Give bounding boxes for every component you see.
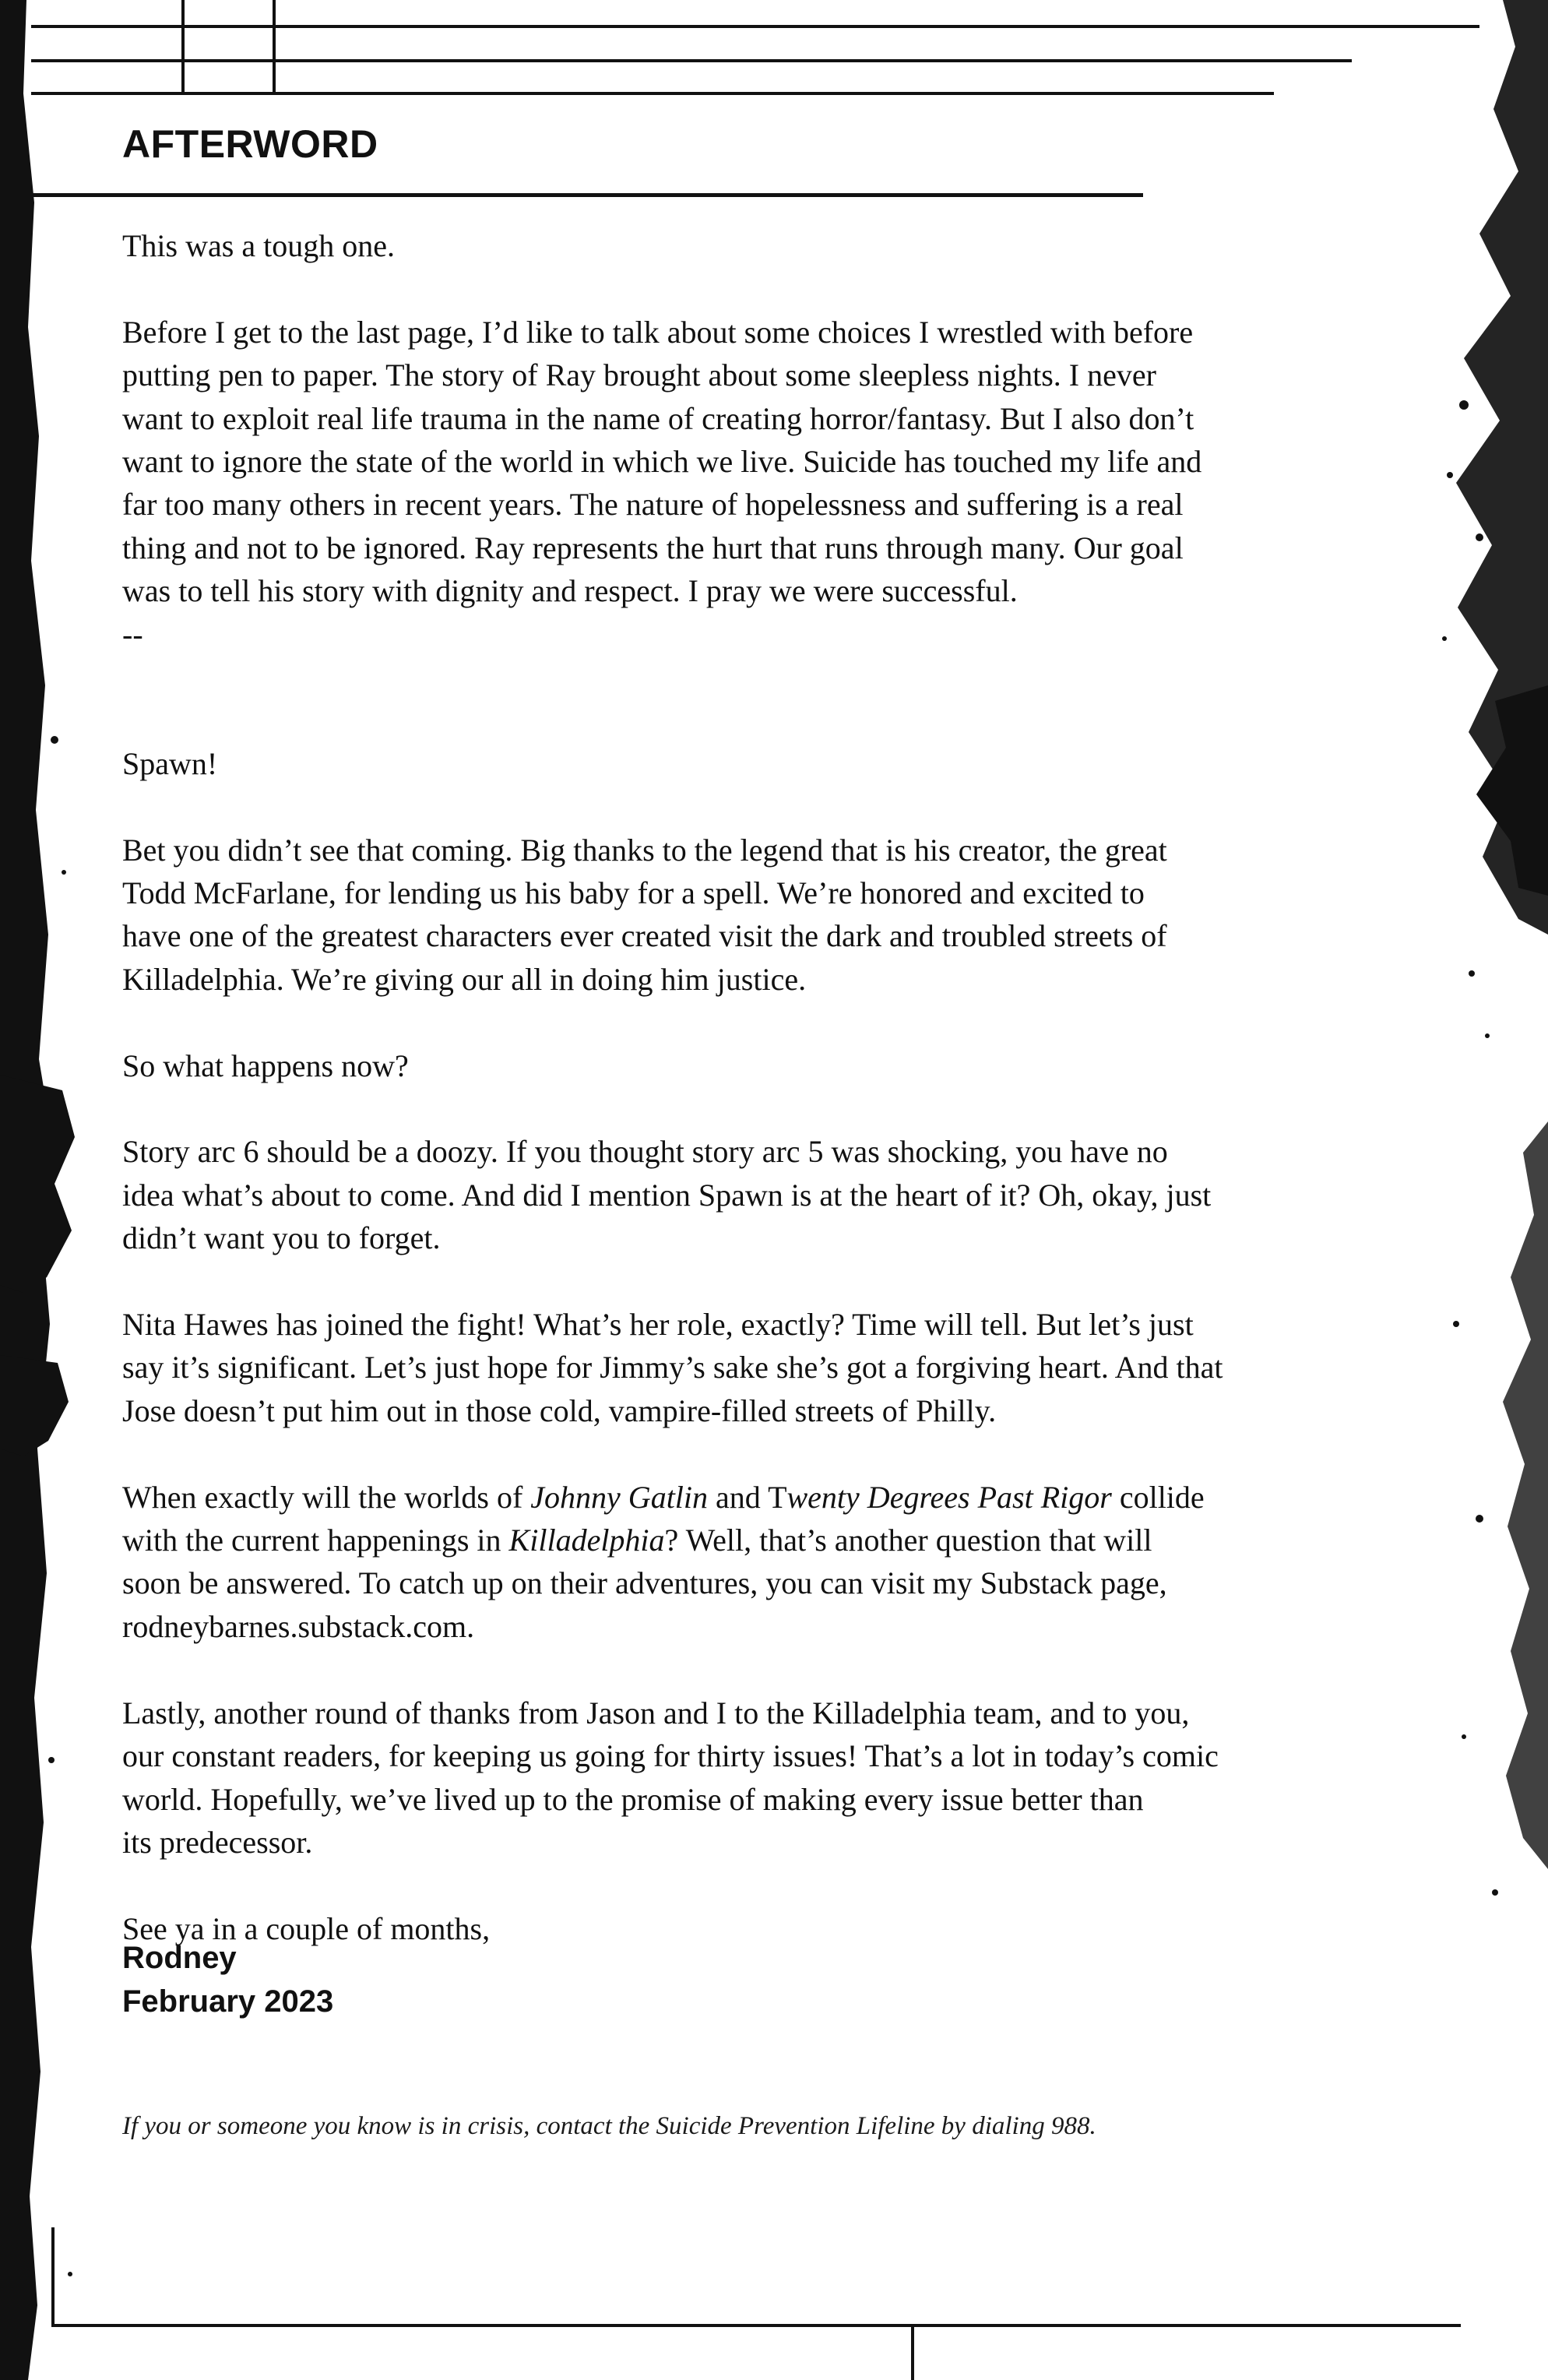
text-line: want to exploit real life trauma in the name of creating horror/fantasy. But I also don’t [122,400,1194,436]
text-run: and T [708,1479,787,1515]
section-separator: -- [122,616,143,652]
text-line: putting pen to paper. The story of Ray brought about some sleepless nights. I never [122,357,1156,393]
text-line: Jose doesn’t put him out in those cold, vampire-filled streets of Philly. [122,1392,997,1428]
top-tick-2 [273,0,276,92]
signature-block [122,1936,333,2023]
right-grunge-lower [1503,1121,1548,1869]
text-run: ? Well, that’s another question that will [664,1523,1152,1558]
right-grunge-spatter [1456,0,1548,935]
text-line: was to tell his story with dignity and respect. I pray we were successful. [122,573,1018,609]
paragraph-7 [122,1303,1446,1432]
text-run: with the current happenings in [122,1523,509,1558]
text-line: our constant readers, for keeping us going for thirty issues! That’s a lot in today’s comic [122,1738,1219,1774]
bottom-left-bracket [51,2227,55,2327]
paragraph-3 [122,742,1446,785]
text-line: See ya in a couple of months, [122,1910,491,1946]
top-rule-3 [31,92,1274,95]
paragraph-6 [122,1130,1446,1259]
afterword-body [122,224,1446,1994]
text-line: idea what’s about to come. And did I mention Spawn is at the heart of it? Oh, okay, just [122,1177,1212,1213]
paragraph-8 [122,1476,1446,1649]
text-line [122,1476,1446,1519]
text-run: collide [1111,1479,1205,1515]
book-title-johnny-gatlin: Johnny Gatlin [530,1479,709,1515]
page-title: AFTERWORD [122,122,378,166]
left-grunge-strip [0,0,55,2380]
text-line: This was a tough one. [122,228,395,263]
paragraph-5 [122,1044,1446,1087]
top-tick-1 [181,0,185,92]
signature-date: February 2023 [122,1984,334,2019]
paragraph-9 [122,1692,1446,1864]
text-line: thing and not to be ignored. Ray represents the hurt that runs through many. Our goal [122,530,1184,565]
text-line: Before I get to the last page, I’d like to talk about some choices I wrestled with before [122,314,1194,350]
paragraph-1 [122,224,1446,267]
text-line: its predecessor. [122,1824,313,1860]
right-grunge-blob [1476,685,1548,896]
text-line: world. Hopefully, we’ve lived up to the promise of making every issue better than [122,1781,1144,1817]
text-line: have one of the greatest characters ever created visit the dark and troubled streets of [122,918,1167,954]
text-line: Story arc 6 should be a doozy. If you thought story arc 5 was shocking, you have no [122,1134,1168,1170]
text-line: soon be answered. To catch up on their adventures, you can visit my Substack page, [122,1565,1167,1601]
paragraph-4 [122,829,1446,1002]
signature-name: Rodney [122,1941,237,1975]
top-rule-2 [31,59,1352,62]
text-line [122,1519,1446,1561]
bottom-tick [911,2324,914,2380]
bottom-rule [51,2324,1461,2327]
text-line: didn’t want you to forget. [122,1220,441,1256]
text-line: far too many others in recent years. The nature of hopelessness and suffering is a real [122,487,1184,523]
text-line: Bet you didn’t see that coming. Big thanks to the legend that is his creator, the great [122,832,1167,868]
paragraph-2 [122,311,1446,656]
text-line: want to ignore the state of the world in which we live. Suicide has touched my life and [122,444,1202,480]
crisis-hotline-note: If you or someone you know is in crisis, contact the Suicide Prevention Lifeline by dialing 988. [122,2112,1096,2140]
book-title-killadelphia: Killadelphia [508,1523,665,1558]
heading-underline [31,193,1143,197]
text-line: Lastly, another round of thanks from Jason and I to the Killadelphia team, and to you, [122,1695,1190,1730]
top-rule-1 [31,25,1479,28]
substack-url: rodneybarnes.substack.com. [122,1608,475,1644]
book-title-twenty-degrees: wenty Degrees Past Rigor [786,1479,1112,1515]
paragraph-spacer [122,656,1446,699]
left-grunge-chunk-2 [0,1355,69,1456]
text-line: Spawn! [122,745,218,781]
text-run: When exactly will the worlds of [122,1479,531,1515]
text-line: So what happens now? [122,1047,409,1083]
text-line: say it’s significant. Let’s just hope for Jimmy’s sake she’s got a forgiving heart. And that [122,1350,1223,1385]
text-line: Killadelphia. We’re giving our all in doing him justice. [122,961,807,997]
left-grunge-chunk [0,1075,75,1293]
text-line: Nita Hawes has joined the fight! What’s her role, exactly? Time will tell. But let’s just [122,1307,1194,1343]
text-line: Todd McFarlane, for lending us his baby for a spell. We’re honored and excited to [122,875,1145,911]
